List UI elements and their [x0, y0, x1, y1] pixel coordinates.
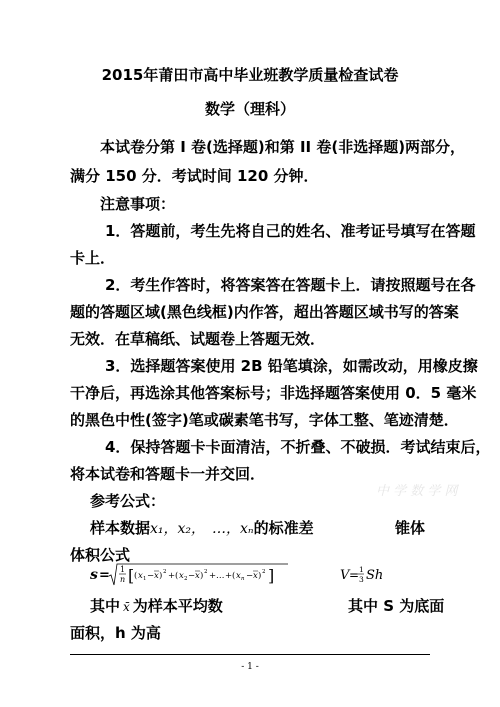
svg-text:(: ( [175, 571, 179, 581]
cone-label: 锥体 [395, 519, 426, 537]
svg-text:2: 2 [204, 569, 208, 575]
mean-note-prefix: 其中 [90, 597, 121, 615]
watermark: 中 学 数 学 网 [376, 484, 458, 499]
svg-text:1: 1 [143, 576, 147, 582]
sample-suffix: 的标准差 [253, 519, 314, 537]
svg-text:+: + [168, 571, 176, 581]
svg-text:): ) [159, 571, 163, 581]
svg-text:Sh: Sh [366, 568, 384, 583]
svg-text:V: V [340, 568, 350, 583]
svg-text:+: + [225, 571, 233, 581]
svg-text:…: … [216, 571, 225, 581]
sample-data-line [90, 521, 314, 537]
svg-text:x: x [138, 571, 143, 581]
svg-text:1: 1 [120, 565, 126, 574]
sample-prefix: 样本数据 [90, 519, 151, 537]
svg-text:n: n [241, 576, 245, 582]
note-2-line-3: 无效．在草稿纸、试题卷上答题无效． [70, 330, 326, 348]
sd-formula-graphic [90, 562, 290, 588]
svg-text:]: ] [268, 566, 275, 585]
notes-heading: 注意事项： [100, 195, 176, 213]
svg-text:3: 3 [359, 575, 364, 584]
svg-text:(: ( [232, 571, 236, 581]
footer-divider [70, 654, 430, 655]
mean-note-suffix: 为样本平均数 [132, 597, 223, 615]
svg-text:x: x [195, 571, 200, 581]
mean-symbol: x̄ [123, 600, 130, 614]
note-4-line-1: 4．保持答题卡卡面清洁，不折叠、不破损．考试结束后， [105, 438, 491, 456]
document-subtitle: 数学（理科） [204, 100, 295, 118]
svg-text:2: 2 [184, 576, 188, 582]
svg-text:=: = [349, 568, 360, 582]
svg-text:=: = [99, 568, 110, 583]
note-2-line-1: 2．考生作答时，将答案答在答题卡上．请按照题号在各 [105, 276, 476, 294]
note-3-line-2: 干净后，再选涂其他答案标号；非选择题答案使用 0．5 毫米 [70, 384, 477, 402]
svg-text:(: ( [134, 571, 138, 581]
svg-text:x: x [253, 571, 258, 581]
svg-text:x: x [236, 571, 241, 581]
sample-variables: x₁，x₂， …，xₙ [150, 521, 254, 537]
note-4-line-2: 将本试卷和答题卡一并交回． [70, 465, 266, 483]
svg-text:1: 1 [359, 565, 364, 574]
volume-label: 体积公式 [70, 546, 131, 564]
document-title: 2015年莆田市高中毕业班教学质量检查试卷 [101, 66, 399, 84]
page-number: - 1 - [241, 662, 259, 672]
svg-text:−: − [147, 571, 155, 581]
note-2-line-2: 题的答题区域(黑色线框)内作答，超出答题区域书写的答案 [70, 303, 459, 321]
mean-note [90, 599, 223, 615]
note-1-line-1: 1．答题前，考生先将自己的姓名、准考证号填写在答题 [105, 222, 476, 240]
svg-text:−: − [188, 571, 196, 581]
svg-text:x: x [179, 571, 184, 581]
svg-text:[: [ [128, 566, 135, 585]
svg-text:): ) [200, 571, 204, 581]
formulas-heading: 参考公式： [90, 492, 166, 510]
intro-line-2: 满分 150 分．考试时间 120 分钟． [70, 167, 319, 185]
svg-text:n: n [120, 575, 126, 584]
sd-formula [90, 562, 290, 588]
note-3-line-1: 3．选择题答案使用 2B 铅笔填涂，如需改动，用橡皮擦 [105, 357, 478, 375]
intro-line-1: 本试卷分第 I 卷(选择题)和第 II 卷(非选择题)两部分， [100, 138, 466, 156]
svg-text:+: + [209, 571, 217, 581]
svg-text:): ) [258, 571, 262, 581]
svg-text:−: − [246, 571, 254, 581]
area-note: 面积，h 为高 [70, 624, 161, 642]
base-note: 其中 S 为底面 [348, 597, 445, 615]
svg-text:2: 2 [163, 569, 167, 575]
svg-text:s: s [90, 567, 98, 583]
volume-formula-graphic [340, 563, 400, 587]
note-3-line-3: 的黑色中性(签字)笔或碳素笔书写，字体工整、笔迹清楚． [70, 411, 459, 429]
note-1-line-2: 卡上． [70, 249, 116, 267]
svg-text:2: 2 [262, 569, 266, 575]
volume-formula [340, 563, 400, 587]
svg-text:x: x [154, 571, 159, 581]
